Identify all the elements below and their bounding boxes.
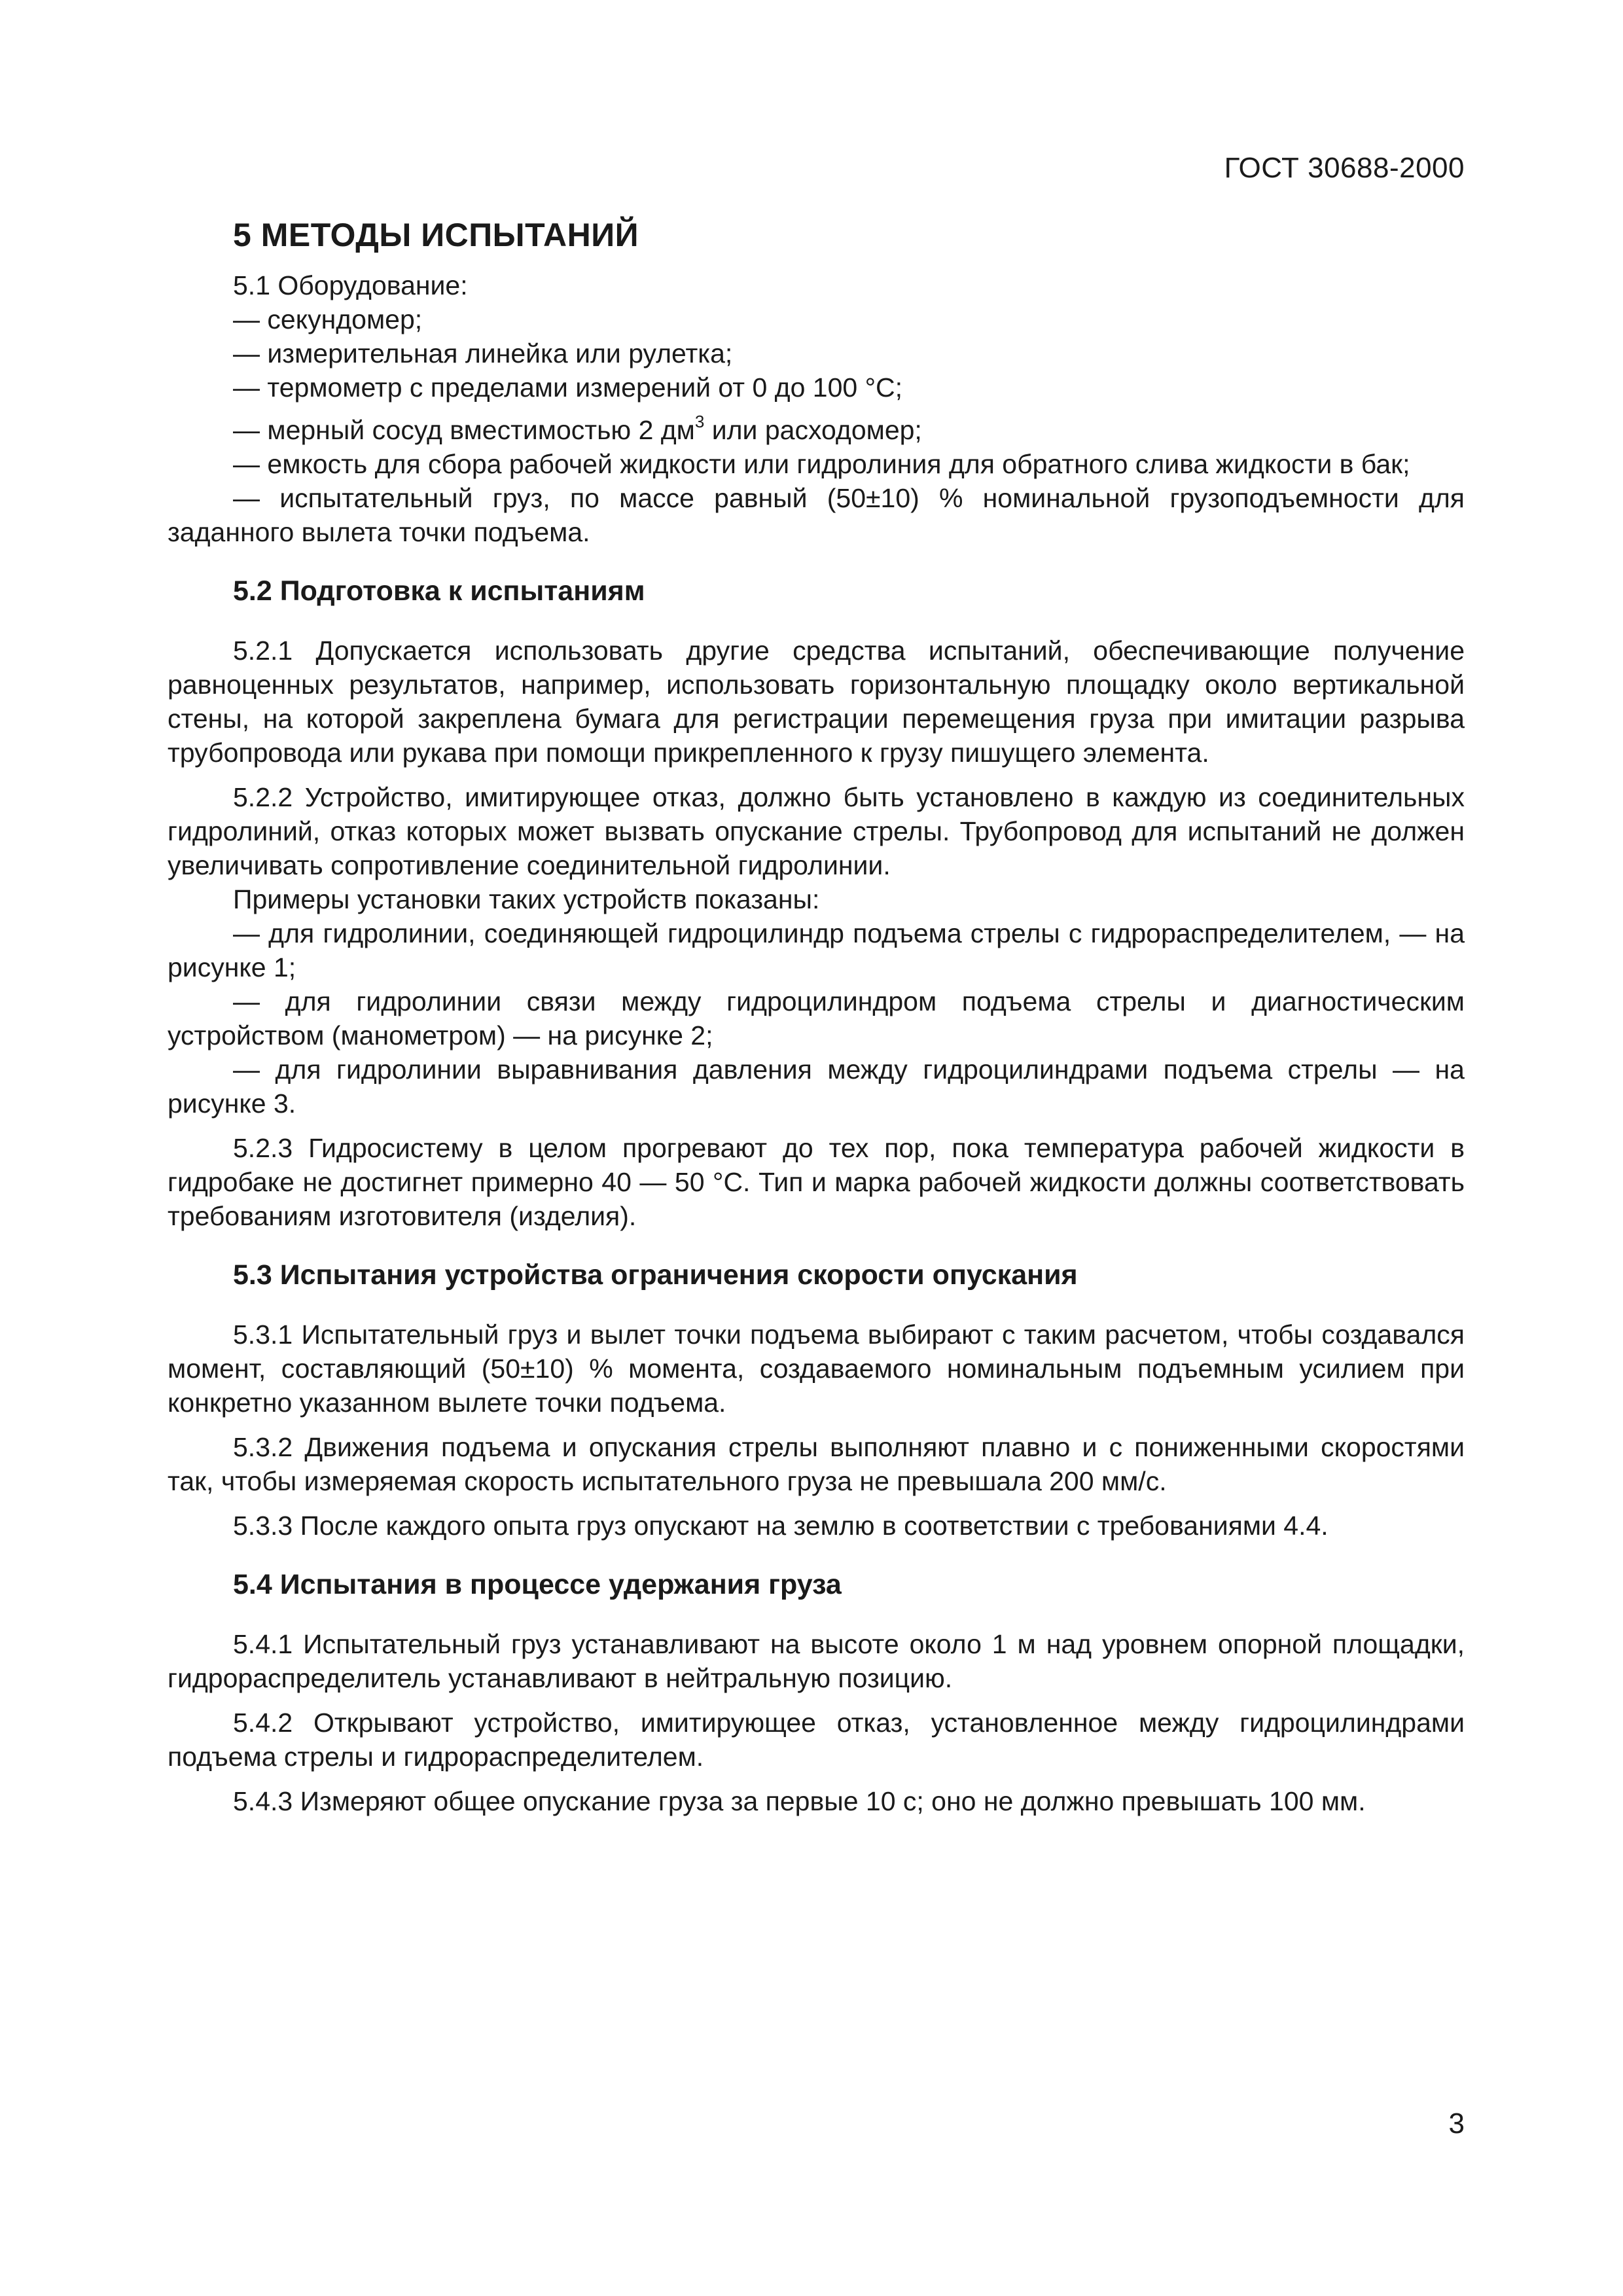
subsection-heading-5-2: 5.2 Подготовка к испытаниям xyxy=(233,575,645,607)
paragraph-5-3-1: 5.3.1 Испытательный груз и вылет точки подъема выбирают с таким расчетом, чтобы создавался момент, составляющий (50±10) % момента, создаваемого номинальным подъемным усилием при конкретно указанном вылете точки подъема. xyxy=(168,1319,1465,1418)
example-item-figure-3: — для гидролинии выравнивания давления между гидроцилиндрами подъема стрелы — на рисунке 3. xyxy=(168,1054,1465,1119)
equipment-item: — измерительная линейка или рулетка; xyxy=(233,338,733,368)
paragraph-5-4-1: 5.4.1 Испытательный груз устанавливают на высоте около 1 м над уровнем опорной площадки, гидрораспределитель устанавливают в нейтральную позицию. xyxy=(168,1629,1465,1693)
paragraph-5-2-1: 5.2.1 Допускается использовать другие средства испытаний, обеспечивающие получение равноценных результатов, например, использовать горизонтальную площадку около вертикальной стены, на которой закреплена бумага для регистрации перемещения груза при имитации разрыва трубопровода или рукава при помощи прикрепленного к грузу пишущего элемента. xyxy=(168,636,1465,768)
paragraph-5-4-2: 5.4.2 Открывают устройство, имитирующее отказ, установленное между гидроцилиндрами подъема стрелы и гидрораспределителем. xyxy=(168,1708,1465,1772)
equipment-item-tail: или расходомер; xyxy=(704,415,922,445)
paragraph-5-3-3: 5.3.3 После каждого опыта груз опускают на землю в соответствии с требованиями 4.4. xyxy=(233,1511,1329,1541)
equipment-item: — термометр с пределами измерений от 0 до 100 °С; xyxy=(233,372,902,403)
subsection-heading-5-4: 5.4 Испытания в процессе удержания груза xyxy=(233,1569,842,1600)
page-content xyxy=(168,216,1465,1818)
equipment-item: — испытательный груз, по массе равный (50±10) % номинальной грузоподъемности для заданного вылета точки подъема. xyxy=(168,483,1465,547)
example-item-figure-2: — для гидролинии связи между гидроцилиндром подъема стрелы и диагностическим устройством (манометром) — на рисунке 2; xyxy=(168,986,1465,1050)
unit-superscript: 3 xyxy=(694,412,705,431)
page-number: 3 xyxy=(1448,2108,1465,2140)
equipment-item: — секундомер; xyxy=(233,304,423,334)
example-item-figure-1: — для гидролинии, соединяющей гидроцилиндр подъема стрелы с гидрораспределителем, — на рисунке 1; xyxy=(168,918,1465,982)
equipment-item xyxy=(233,404,1465,447)
section-title: 5 МЕТОДЫ ИСПЫТАНИЙ xyxy=(233,217,639,253)
subsection-heading-5-3: 5.3 Испытания устройства ограничения скорости опускания xyxy=(233,1259,1078,1291)
paragraph-5-3-2: 5.3.2 Движения подъема и опускания стрелы выполняют плавно и с пониженными скоростями так, чтобы измеряемая скорость испытательного груза не превышала 200 мм/с. xyxy=(168,1432,1465,1496)
equipment-item-text: — мерный сосуд вместимостью 2 дм xyxy=(233,415,695,445)
document-code: ГОСТ 30688-2000 xyxy=(1224,152,1465,184)
paragraph-examples-intro: Примеры установки таких устройств показаны: xyxy=(233,884,820,914)
equipment-heading: 5.1 Оборудование: xyxy=(233,270,468,300)
paragraph-5-2-3: 5.2.3 Гидросистему в целом прогревают до тех пор, пока температура рабочей жидкости в гидробаке не достигнет примерно 40 — 50 °С. Тип и марка рабочей жидкости должны соответствовать требованиям изготовителя (изделия). xyxy=(168,1133,1465,1231)
paragraph-5-4-3: 5.4.3 Измеряют общее опускание груза за первые 10 с; оно не должно превышать 100 мм. xyxy=(233,1786,1366,1816)
paragraph-5-2-2: 5.2.2 Устройство, имитирующее отказ, должно быть установлено в каждую из соединительных гидролиний, отказ которых может вызвать опускание стрелы. Трубопровод для испытаний не должен увеличивать сопротивление соединительной гидролинии. xyxy=(168,782,1465,880)
equipment-item: — емкость для сбора рабочей жидкости или гидролиния для обратного слива жидкости в бак; xyxy=(233,449,1410,479)
